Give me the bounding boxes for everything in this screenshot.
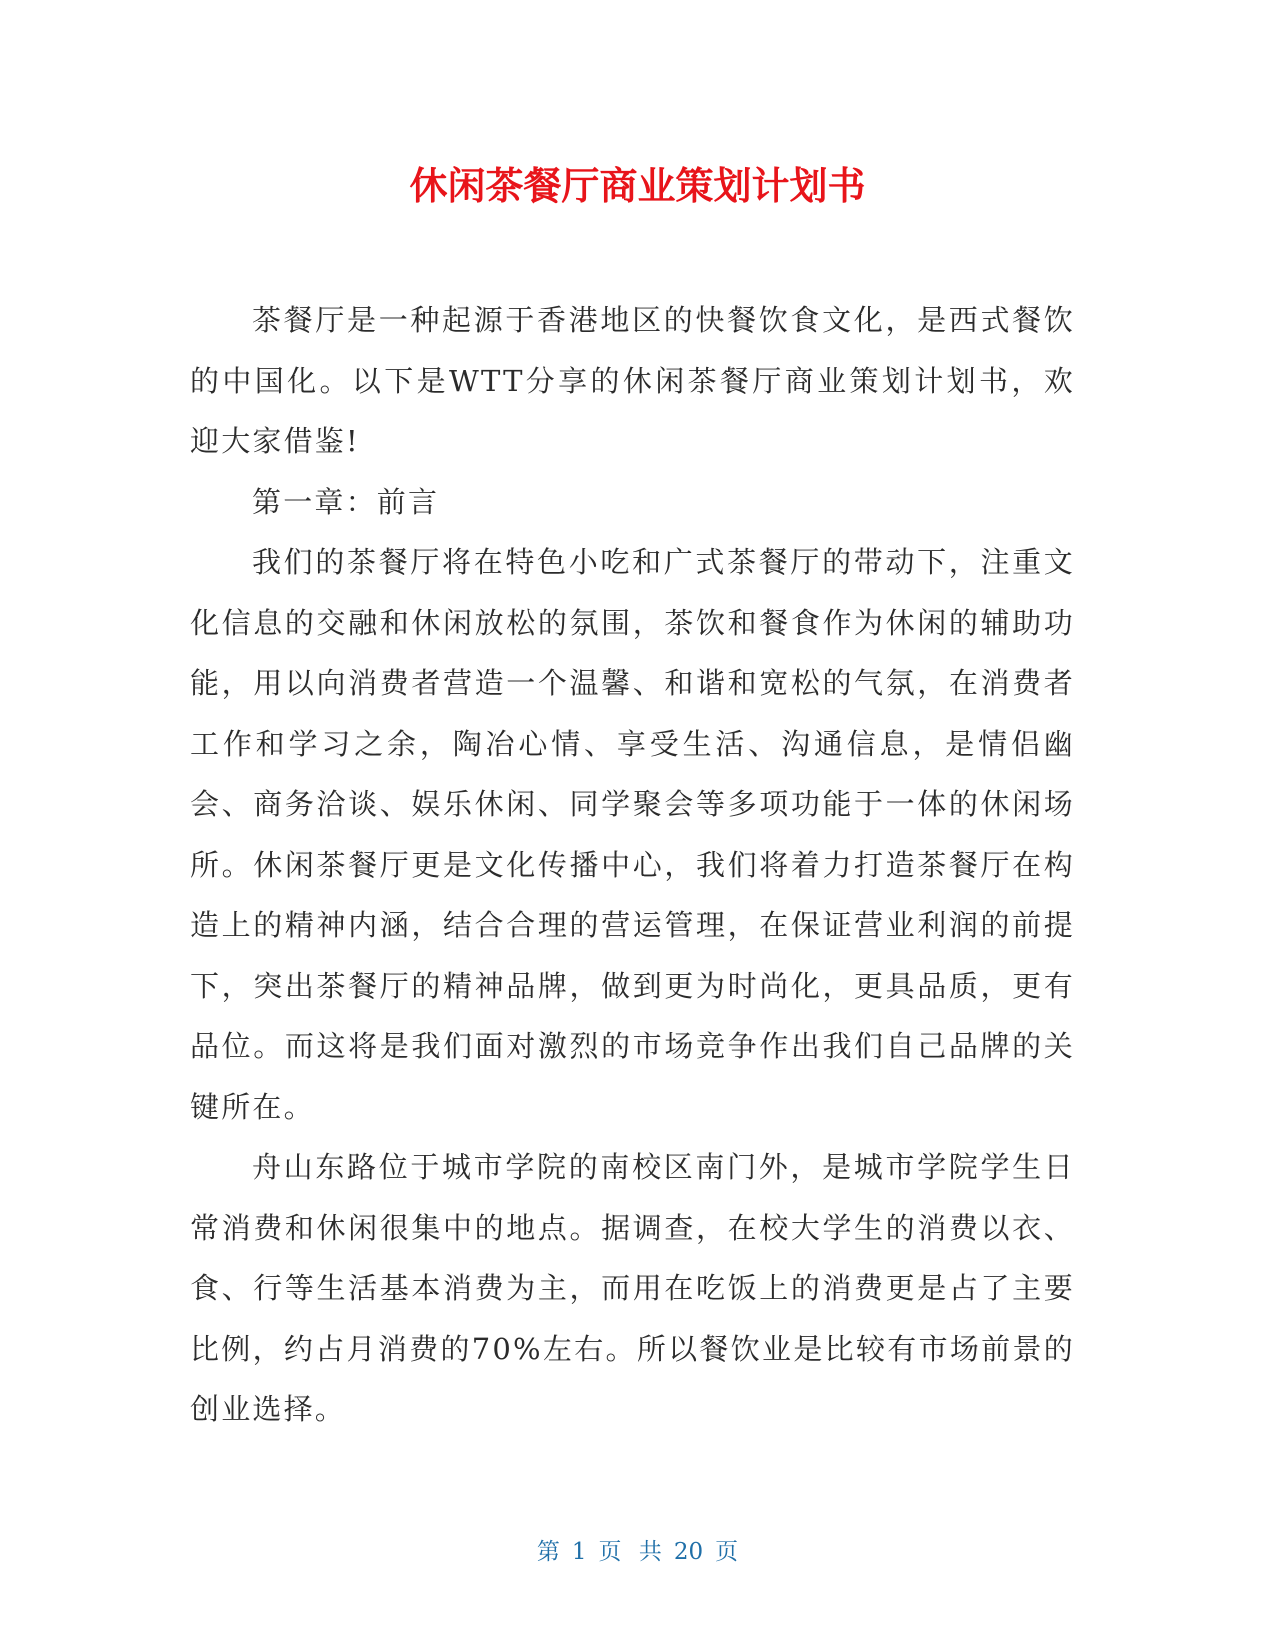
document-title: 休闲茶餐厅商业策划计划书: [409, 164, 866, 208]
footer-suffix: 页: [715, 1539, 739, 1565]
location-paragraph: 舟山东路位于城市学院的南校区南门外，是城市学院学生日常消费和休闲很集中的地点。据调查，在校大学生的消费以衣、食、行等生活基本消费为主，而用在吃饭上的消费更是占了主要比例，约占月消费的70%左右。所以餐饮业是比较有市场前景的创业选择。: [190, 1150, 1075, 1426]
page-footer: [0, 1537, 1275, 1567]
document-body: [190, 290, 1075, 1440]
footer-mid: 页 共: [598, 1539, 662, 1565]
current-page-number: 1: [571, 1539, 587, 1565]
total-page-number: 20: [673, 1539, 704, 1565]
chapter-heading: 第一章：前言: [252, 484, 440, 519]
footer-prefix: 第: [536, 1539, 560, 1565]
intro-paragraph: 茶餐厅是一种起源于香港地区的快餐饮食文化，是西式餐饮的中国化。以下是WTT分享的休闲茶餐厅商业策划计划书，欢迎大家借鉴!: [190, 303, 1075, 458]
preface-paragraph: 我们的茶餐厅将在特色小吃和广式茶餐厅的带动下，注重文化信息的交融和休闲放松的氛围，茶饮和餐食作为休闲的辅助功能，用以向消费者营造一个温馨、和谐和宽松的气氛，在消费者工作和学习之余，陶冶心情、享受生活、沟通信息，是情侣幽会、商务洽谈、娱乐休闲、同学聚会等多项功能于一体的休闲场所。休闲茶餐厅更是文化传播中心，我们将着力打造茶餐厅在构造上的精神内涵，结合合理的营运管理，在保证营业利润的前提下，突出茶餐厅的精神品牌，做到更为时尚化，更具品质，更有品位。而这将是我们面对激烈的市场竞争作出我们自己品牌的关键所在。: [190, 545, 1075, 1124]
